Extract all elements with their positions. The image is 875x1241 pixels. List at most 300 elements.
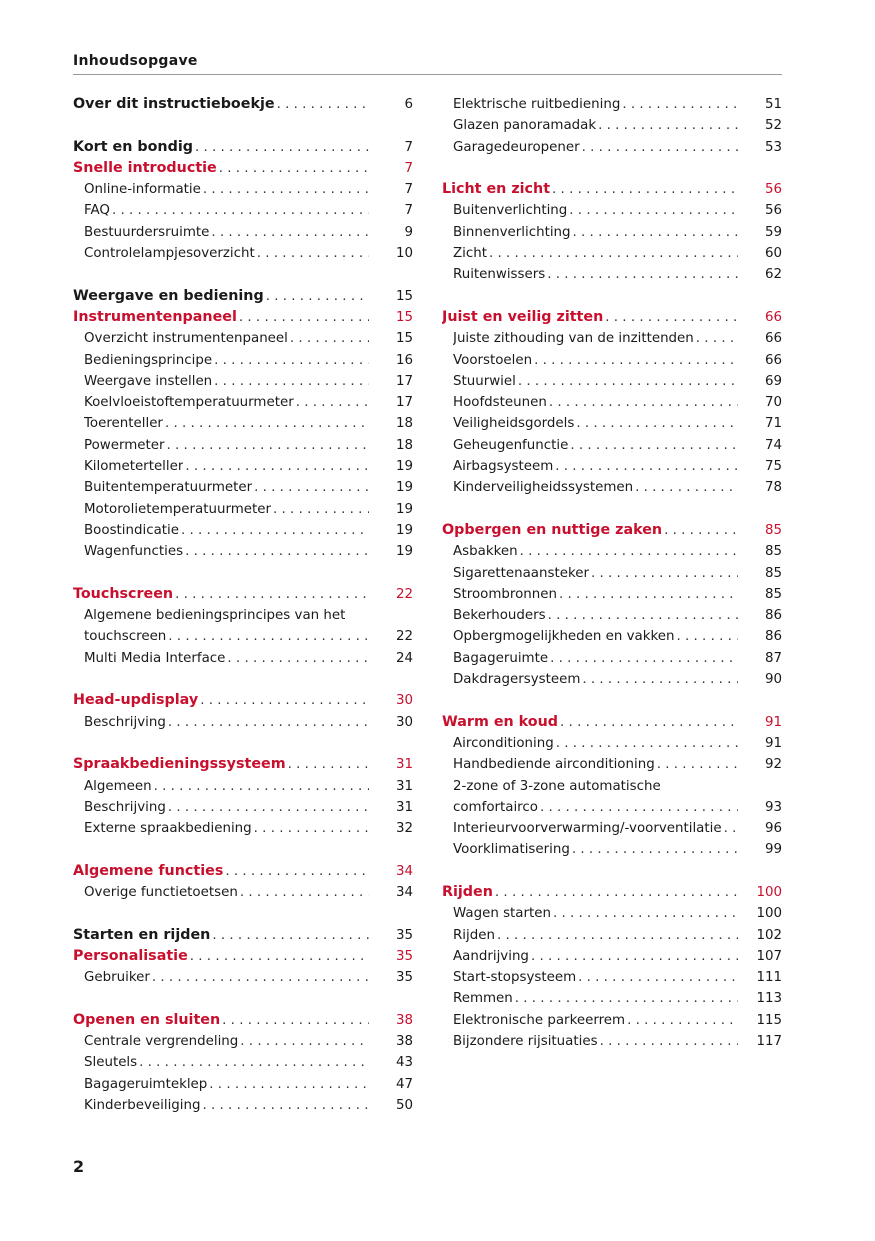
toc-page-number: 56 <box>764 203 782 219</box>
toc-entry[interactable] <box>442 967 782 988</box>
toc-entry[interactable] <box>73 776 413 797</box>
dot-leader <box>264 286 369 307</box>
dot-leader <box>554 733 738 754</box>
dot-leader <box>166 797 369 818</box>
toc-chapter-heading[interactable] <box>442 179 782 200</box>
toc-chapter-heading[interactable] <box>442 307 782 328</box>
toc-page-number: 75 <box>764 459 782 475</box>
toc-entry[interactable] <box>73 222 413 243</box>
toc-entry[interactable] <box>442 477 782 498</box>
toc-entry-title: Powermeter <box>84 437 165 453</box>
toc-chapter-heading[interactable] <box>73 1010 413 1031</box>
toc-entry[interactable] <box>442 435 782 456</box>
dot-leader <box>238 882 369 903</box>
section-gap <box>442 158 782 179</box>
toc-page-number: 19 <box>395 544 413 560</box>
dot-leader <box>662 520 738 541</box>
toc-entry[interactable] <box>73 392 413 413</box>
toc-entry-title: Stuurwiel <box>453 373 516 389</box>
dot-leader <box>620 94 738 115</box>
toc-entry[interactable] <box>442 350 782 371</box>
toc-entry-title: Rijden <box>442 883 493 900</box>
toc-page-number: 16 <box>395 352 413 368</box>
dot-leader <box>722 818 738 839</box>
toc-entry-title: Airbagsysteem <box>453 459 554 475</box>
dot-leader <box>558 712 738 733</box>
toc-page-number: 102 <box>756 927 782 943</box>
dot-leader <box>675 626 738 647</box>
toc-entry-title: Voorklimatisering <box>453 842 570 858</box>
toc-page-number: 86 <box>764 608 782 624</box>
toc-entry-title: Boostindicatie <box>84 522 180 538</box>
toc-page-number: 71 <box>764 416 782 432</box>
toc-chapter-heading[interactable] <box>73 286 413 307</box>
toc-entry-title: Ruitenwissers <box>453 267 546 283</box>
toc-page-number: 19 <box>395 522 413 538</box>
toc-chapter-heading[interactable] <box>442 712 782 733</box>
toc-entry-title: Elektronische parkeerrem <box>453 1012 626 1028</box>
dot-leader <box>286 754 369 775</box>
toc-entry[interactable] <box>73 435 413 456</box>
toc-entry-title: Bekerhouders <box>453 608 546 624</box>
toc-entry-title: Overzicht instrumentenpaneel <box>84 331 288 347</box>
dot-leader <box>553 456 738 477</box>
section-gap <box>73 839 413 860</box>
toc-page-number: 24 <box>395 650 413 666</box>
toc-entry[interactable] <box>442 264 782 285</box>
dot-leader <box>193 137 369 158</box>
dot-leader <box>225 648 369 669</box>
section-gap <box>73 988 413 1009</box>
toc-entry-title: Elektrische ruitbediening <box>453 97 621 112</box>
toc-page-number: 99 <box>764 842 782 858</box>
dot-leader <box>589 563 738 584</box>
toc-entry-title: Dakdragersysteem <box>453 672 581 688</box>
toc-page-number: 30 <box>395 714 413 730</box>
dot-leader <box>252 477 369 498</box>
dot-leader <box>580 669 738 690</box>
toc-entry[interactable] <box>73 818 413 839</box>
page-header <box>73 50 782 75</box>
toc-page-number: 31 <box>395 778 413 794</box>
toc-entry-title: Openen en sluiten <box>73 1011 221 1028</box>
toc-page-number: 15 <box>395 288 413 304</box>
toc-entry[interactable] <box>442 733 782 754</box>
toc-entry-title: Warm en koud <box>442 713 559 730</box>
toc-page-number: 113 <box>756 991 782 1007</box>
toc-page-number: 85 <box>764 544 782 560</box>
toc-entry-title: Toerenteller <box>84 416 163 432</box>
dot-leader <box>209 222 369 243</box>
toc-page-number: 66 <box>764 352 782 368</box>
toc-entry[interactable] <box>73 882 413 903</box>
toc-entry[interactable] <box>442 413 782 434</box>
toc-entry[interactable] <box>442 754 782 775</box>
toc-entry-title: Airconditioning <box>453 735 554 751</box>
toc-entry[interactable] <box>73 967 413 988</box>
dot-leader <box>545 264 738 285</box>
toc-entry-title: Opbergmogelijkheden en vakken <box>453 629 675 645</box>
toc-entry[interactable] <box>73 413 413 434</box>
toc-page-number: 87 <box>764 650 782 666</box>
toc-page-number: 60 <box>764 246 782 262</box>
dot-leader <box>516 371 738 392</box>
dot-leader <box>571 222 738 243</box>
dot-leader <box>576 967 738 988</box>
toc-entry[interactable] <box>442 797 782 818</box>
toc-entry-title: Online-informatie <box>84 182 201 198</box>
toc-entry[interactable] <box>442 541 782 562</box>
toc-entry-title: Overige functietoetsen <box>84 884 238 900</box>
toc-entry[interactable] <box>73 1095 413 1116</box>
toc-entry[interactable] <box>73 371 413 392</box>
toc-entry-title: Buitenverlichting <box>453 203 568 219</box>
section-gap <box>442 286 782 307</box>
toc-page-number: 22 <box>395 586 413 602</box>
toc-entry-title: Glazen panoramadak <box>453 118 597 134</box>
toc-entry-title: Touchscreen <box>73 585 174 602</box>
toc-entry-title: Asbakken <box>453 544 518 560</box>
section-gap <box>73 903 413 924</box>
toc-entry-title: Wagen starten <box>453 906 551 922</box>
toc-entry-title: Wagenfuncties <box>84 544 184 560</box>
dot-leader <box>529 946 738 967</box>
toc-entry-title: Bedieningsprincipe <box>84 352 213 368</box>
toc-entry-title: Motorolietemperatuurmeter <box>84 501 272 517</box>
dot-leader <box>152 776 369 797</box>
dot-leader <box>288 328 369 349</box>
toc-page-number: 7 <box>404 203 413 219</box>
toc-page-number: 7 <box>404 160 413 176</box>
dot-leader <box>166 626 369 647</box>
dot-leader <box>150 967 369 988</box>
dot-leader <box>275 94 369 115</box>
toc-page-number: 18 <box>395 437 413 453</box>
toc-page-number: 93 <box>764 799 782 815</box>
toc-entry[interactable] <box>442 605 782 626</box>
toc-entry-title: Voorstoelen <box>453 352 533 368</box>
toc-entry[interactable] <box>73 1031 413 1052</box>
toc-page-number: 19 <box>395 459 413 475</box>
toc-entry[interactable] <box>73 626 413 647</box>
section-gap <box>73 264 413 285</box>
dot-leader <box>163 413 369 434</box>
toc-entry-title: Kinderbeveiliging <box>84 1097 201 1113</box>
toc-chapter-heading[interactable] <box>73 584 413 605</box>
toc-entry-title: Beschrijving <box>84 799 166 815</box>
dot-leader <box>212 371 369 392</box>
toc-entry-title: Juist en veilig zitten <box>442 308 604 325</box>
toc-chapter-heading[interactable] <box>73 861 413 882</box>
toc-entry-title: Centrale vergrendeling <box>84 1034 239 1050</box>
toc-page-number: 66 <box>764 331 782 347</box>
toc-entry[interactable] <box>442 648 782 669</box>
toc-page-number: 91 <box>764 714 782 730</box>
toc-entry-title: Multi Media Interface <box>84 650 226 666</box>
toc-page-number: 111 <box>756 970 782 986</box>
dot-leader <box>547 392 738 413</box>
toc-page-number: 91 <box>764 735 782 751</box>
toc-page-number: 7 <box>404 139 413 155</box>
toc-entry[interactable] <box>73 541 413 562</box>
toc-entry-title: Juiste zithouding van de inzittenden <box>453 331 694 347</box>
dot-leader <box>655 754 738 775</box>
toc-entry-title: Hoofdsteunen <box>453 395 547 411</box>
toc-entry[interactable] <box>442 903 782 924</box>
toc-entry[interactable] <box>442 669 782 690</box>
toc-entry[interactable] <box>73 1052 413 1073</box>
toc-page-number: 96 <box>764 821 782 837</box>
toc-entry[interactable] <box>73 712 413 733</box>
toc-entry[interactable] <box>442 776 782 797</box>
toc-entry[interactable] <box>442 1031 782 1052</box>
toc-entry-title: Licht en zicht <box>442 181 551 198</box>
toc-page-number: 115 <box>756 1012 782 1028</box>
toc-entry[interactable] <box>442 94 782 115</box>
toc-entry-title: Binnenverlichting <box>453 224 571 240</box>
dot-leader <box>237 307 369 328</box>
toc-entry-title: Rijden <box>453 927 495 943</box>
dot-leader <box>495 925 738 946</box>
dot-leader <box>137 1052 369 1073</box>
toc-entry[interactable] <box>442 626 782 647</box>
toc-page-number: 10 <box>395 246 413 262</box>
toc-chapter-heading[interactable] <box>73 754 413 775</box>
toc-entry[interactable] <box>73 328 413 349</box>
toc-entry[interactable] <box>442 137 782 158</box>
toc-entry-title: Handbediende airconditioning <box>453 757 655 773</box>
toc-entry[interactable] <box>73 605 413 626</box>
toc-entry[interactable] <box>442 925 782 946</box>
toc-entry[interactable] <box>442 328 782 349</box>
toc-page-number: 31 <box>395 757 413 773</box>
dot-leader <box>212 350 369 371</box>
toc-entry-title: Zicht <box>453 246 487 262</box>
dot-leader <box>217 158 369 179</box>
toc-entry[interactable] <box>73 1074 413 1095</box>
toc-page-number: 38 <box>395 1012 413 1028</box>
dot-leader <box>567 200 738 221</box>
toc-entry-title: Controlelampjesoverzicht <box>84 246 255 262</box>
dot-leader <box>546 605 738 626</box>
toc-chapter-heading[interactable] <box>442 520 782 541</box>
toc-page-number: 74 <box>764 437 782 453</box>
toc-entry-title: Stroombronnen <box>453 586 557 602</box>
toc-entry[interactable] <box>442 839 782 860</box>
toc-page-number: 85 <box>764 565 782 581</box>
dot-leader <box>633 477 738 498</box>
toc-page-number: 34 <box>395 884 413 900</box>
toc-entry-title: Kort en bondig <box>73 138 193 155</box>
dot-leader <box>252 818 369 839</box>
dot-leader <box>568 435 738 456</box>
toc-chapter-heading[interactable] <box>73 690 413 711</box>
dot-leader <box>110 200 369 221</box>
toc-page-number: 62 <box>764 267 782 283</box>
toc-entry-title: Kinderveiligheidssystemen <box>453 480 634 496</box>
page-title: Inhoudsopgave <box>73 53 198 69</box>
toc-page-number: 15 <box>395 331 413 347</box>
toc-page-number: 85 <box>764 522 782 538</box>
dot-leader <box>183 541 369 562</box>
toc-entry[interactable] <box>442 371 782 392</box>
dot-leader <box>493 882 738 903</box>
toc-entry[interactable] <box>442 456 782 477</box>
dot-leader <box>294 392 369 413</box>
toc-page-number: 19 <box>395 501 413 517</box>
dot-leader <box>557 584 738 605</box>
toc-entry-title: Bijzondere rijsituaties <box>453 1034 598 1050</box>
toc-page-number: 6 <box>404 97 413 112</box>
section-gap <box>73 115 413 136</box>
toc-entry-title: Kilometerteller <box>84 459 184 475</box>
section-gap <box>73 669 413 690</box>
toc-entry[interactable] <box>73 797 413 818</box>
toc-entry-title: Aandrijving <box>453 948 529 964</box>
toc-entry[interactable] <box>73 499 413 520</box>
toc-entry[interactable] <box>442 988 782 1009</box>
toc-page-number: 32 <box>395 821 413 837</box>
toc-entry-title: Algemeen <box>84 778 152 794</box>
toc-entry[interactable] <box>73 456 413 477</box>
toc-entry[interactable] <box>73 243 413 264</box>
toc-chapter-heading[interactable] <box>73 946 413 967</box>
dot-leader <box>603 307 738 328</box>
toc-page-number: 17 <box>395 395 413 411</box>
toc-page-number: 53 <box>764 139 782 155</box>
dot-leader <box>210 925 369 946</box>
toc-page-number: 86 <box>764 629 782 645</box>
toc-page-number: 30 <box>395 693 413 709</box>
toc-entry-title: Sleutels <box>84 1055 138 1071</box>
dot-leader <box>550 179 738 200</box>
toc-chapter-heading[interactable] <box>73 307 413 328</box>
toc-page-number: 19 <box>395 480 413 496</box>
toc-chapter-heading[interactable] <box>73 925 413 946</box>
toc-entry-title: Buitentemperatuurmeter <box>84 480 253 496</box>
dot-leader <box>532 350 738 371</box>
toc-page-number: 90 <box>764 672 782 688</box>
toc-page-number: 85 <box>764 586 782 602</box>
toc-page-number: 9 <box>404 224 413 240</box>
toc-entry-title: Gebruiker <box>84 970 150 986</box>
toc-page-number: 50 <box>395 1097 413 1113</box>
toc-entry[interactable] <box>442 563 782 584</box>
toc-entry-title: Personalisatie <box>73 947 188 964</box>
dot-leader <box>255 243 369 264</box>
dot-leader <box>220 1010 369 1031</box>
toc-entry-title: Garagedeuropener <box>453 139 580 155</box>
toc-entry-title: Over dit instructieboekje <box>73 96 275 112</box>
toc-page-number: 34 <box>395 863 413 879</box>
toc-entry[interactable] <box>73 648 413 669</box>
dot-leader <box>548 648 738 669</box>
dot-leader <box>223 861 369 882</box>
toc-entry[interactable] <box>73 477 413 498</box>
dot-leader <box>165 435 369 456</box>
toc-page-number: 35 <box>395 927 413 943</box>
toc-entry-title: Beschrijving <box>84 714 166 730</box>
toc-page-number: 100 <box>756 884 782 900</box>
toc-chapter-heading[interactable] <box>73 158 413 179</box>
toc-page-number: 15 <box>395 309 413 325</box>
section-gap <box>442 499 782 520</box>
toc-page-number: 92 <box>764 757 782 773</box>
toc-entry[interactable] <box>442 1010 782 1031</box>
toc-entry-title: Starten en rijden <box>73 926 211 943</box>
toc-chapter-heading[interactable] <box>442 882 782 903</box>
toc-left-column <box>73 94 413 1116</box>
dot-leader <box>207 1074 369 1095</box>
toc-page-number: 69 <box>764 373 782 389</box>
toc-page-number: 47 <box>395 1076 413 1092</box>
toc-entry-title: Externe spraakbediening <box>84 821 252 837</box>
section-gap <box>73 563 413 584</box>
dot-leader <box>513 988 738 1009</box>
toc-chapter-heading[interactable] <box>73 94 413 115</box>
toc-page-number: 35 <box>395 948 413 964</box>
dot-leader <box>598 1031 738 1052</box>
toc-entry-title: FAQ <box>84 203 110 219</box>
toc-entry-title: Sigarettenaansteker <box>453 565 589 581</box>
dot-leader <box>183 456 369 477</box>
toc-entry[interactable] <box>442 243 782 264</box>
section-gap <box>442 690 782 711</box>
toc-entry-title: Koelvloeistoftemperatuurmeter <box>84 395 294 411</box>
toc-entry-title: Remmen <box>453 991 513 1007</box>
dot-leader <box>201 1095 369 1116</box>
dot-leader <box>173 584 369 605</box>
dot-leader <box>166 712 369 733</box>
dot-leader <box>580 137 738 158</box>
toc-entry[interactable] <box>442 392 782 413</box>
toc-entry-title: Start-stopsysteem <box>453 970 577 986</box>
dot-leader <box>487 243 738 264</box>
toc-entry-title: Geheugenfunctie <box>453 437 569 453</box>
dot-leader <box>238 1031 369 1052</box>
section-gap <box>73 733 413 754</box>
toc-entry[interactable] <box>442 584 782 605</box>
toc-entry[interactable] <box>73 520 413 541</box>
dot-leader <box>188 946 369 967</box>
toc-entry[interactable] <box>442 200 782 221</box>
toc-entry[interactable] <box>73 179 413 200</box>
toc-entry[interactable] <box>442 818 782 839</box>
toc-entry-title: Algemene functies <box>73 862 224 879</box>
toc-page-number: 35 <box>395 970 413 986</box>
dot-leader <box>201 179 369 200</box>
toc-chapter-heading[interactable] <box>73 137 413 158</box>
section-gap <box>442 861 782 882</box>
toc-entry-title: Opbergen en nuttige zaken <box>442 521 663 538</box>
dot-leader <box>574 413 738 434</box>
toc-entry-title: Instrumentenpaneel <box>73 308 237 325</box>
toc-page-number: 70 <box>764 395 782 411</box>
dot-leader <box>538 797 738 818</box>
toc-entry-title: Spraakbedieningssysteem <box>73 756 286 773</box>
page-number: 2 <box>73 1157 85 1176</box>
toc-entry[interactable] <box>442 946 782 967</box>
toc-entry[interactable] <box>442 222 782 243</box>
toc-page-number: 56 <box>764 182 782 198</box>
toc-page-number: 107 <box>756 948 782 964</box>
toc-entry[interactable] <box>73 200 413 221</box>
toc-page-number: 78 <box>764 480 782 496</box>
toc-page-number: 18 <box>395 416 413 432</box>
toc-entry[interactable] <box>442 115 782 136</box>
toc-entry-title: Algemene bedieningsprincipes van het <box>84 608 346 624</box>
toc-entry[interactable] <box>73 350 413 371</box>
